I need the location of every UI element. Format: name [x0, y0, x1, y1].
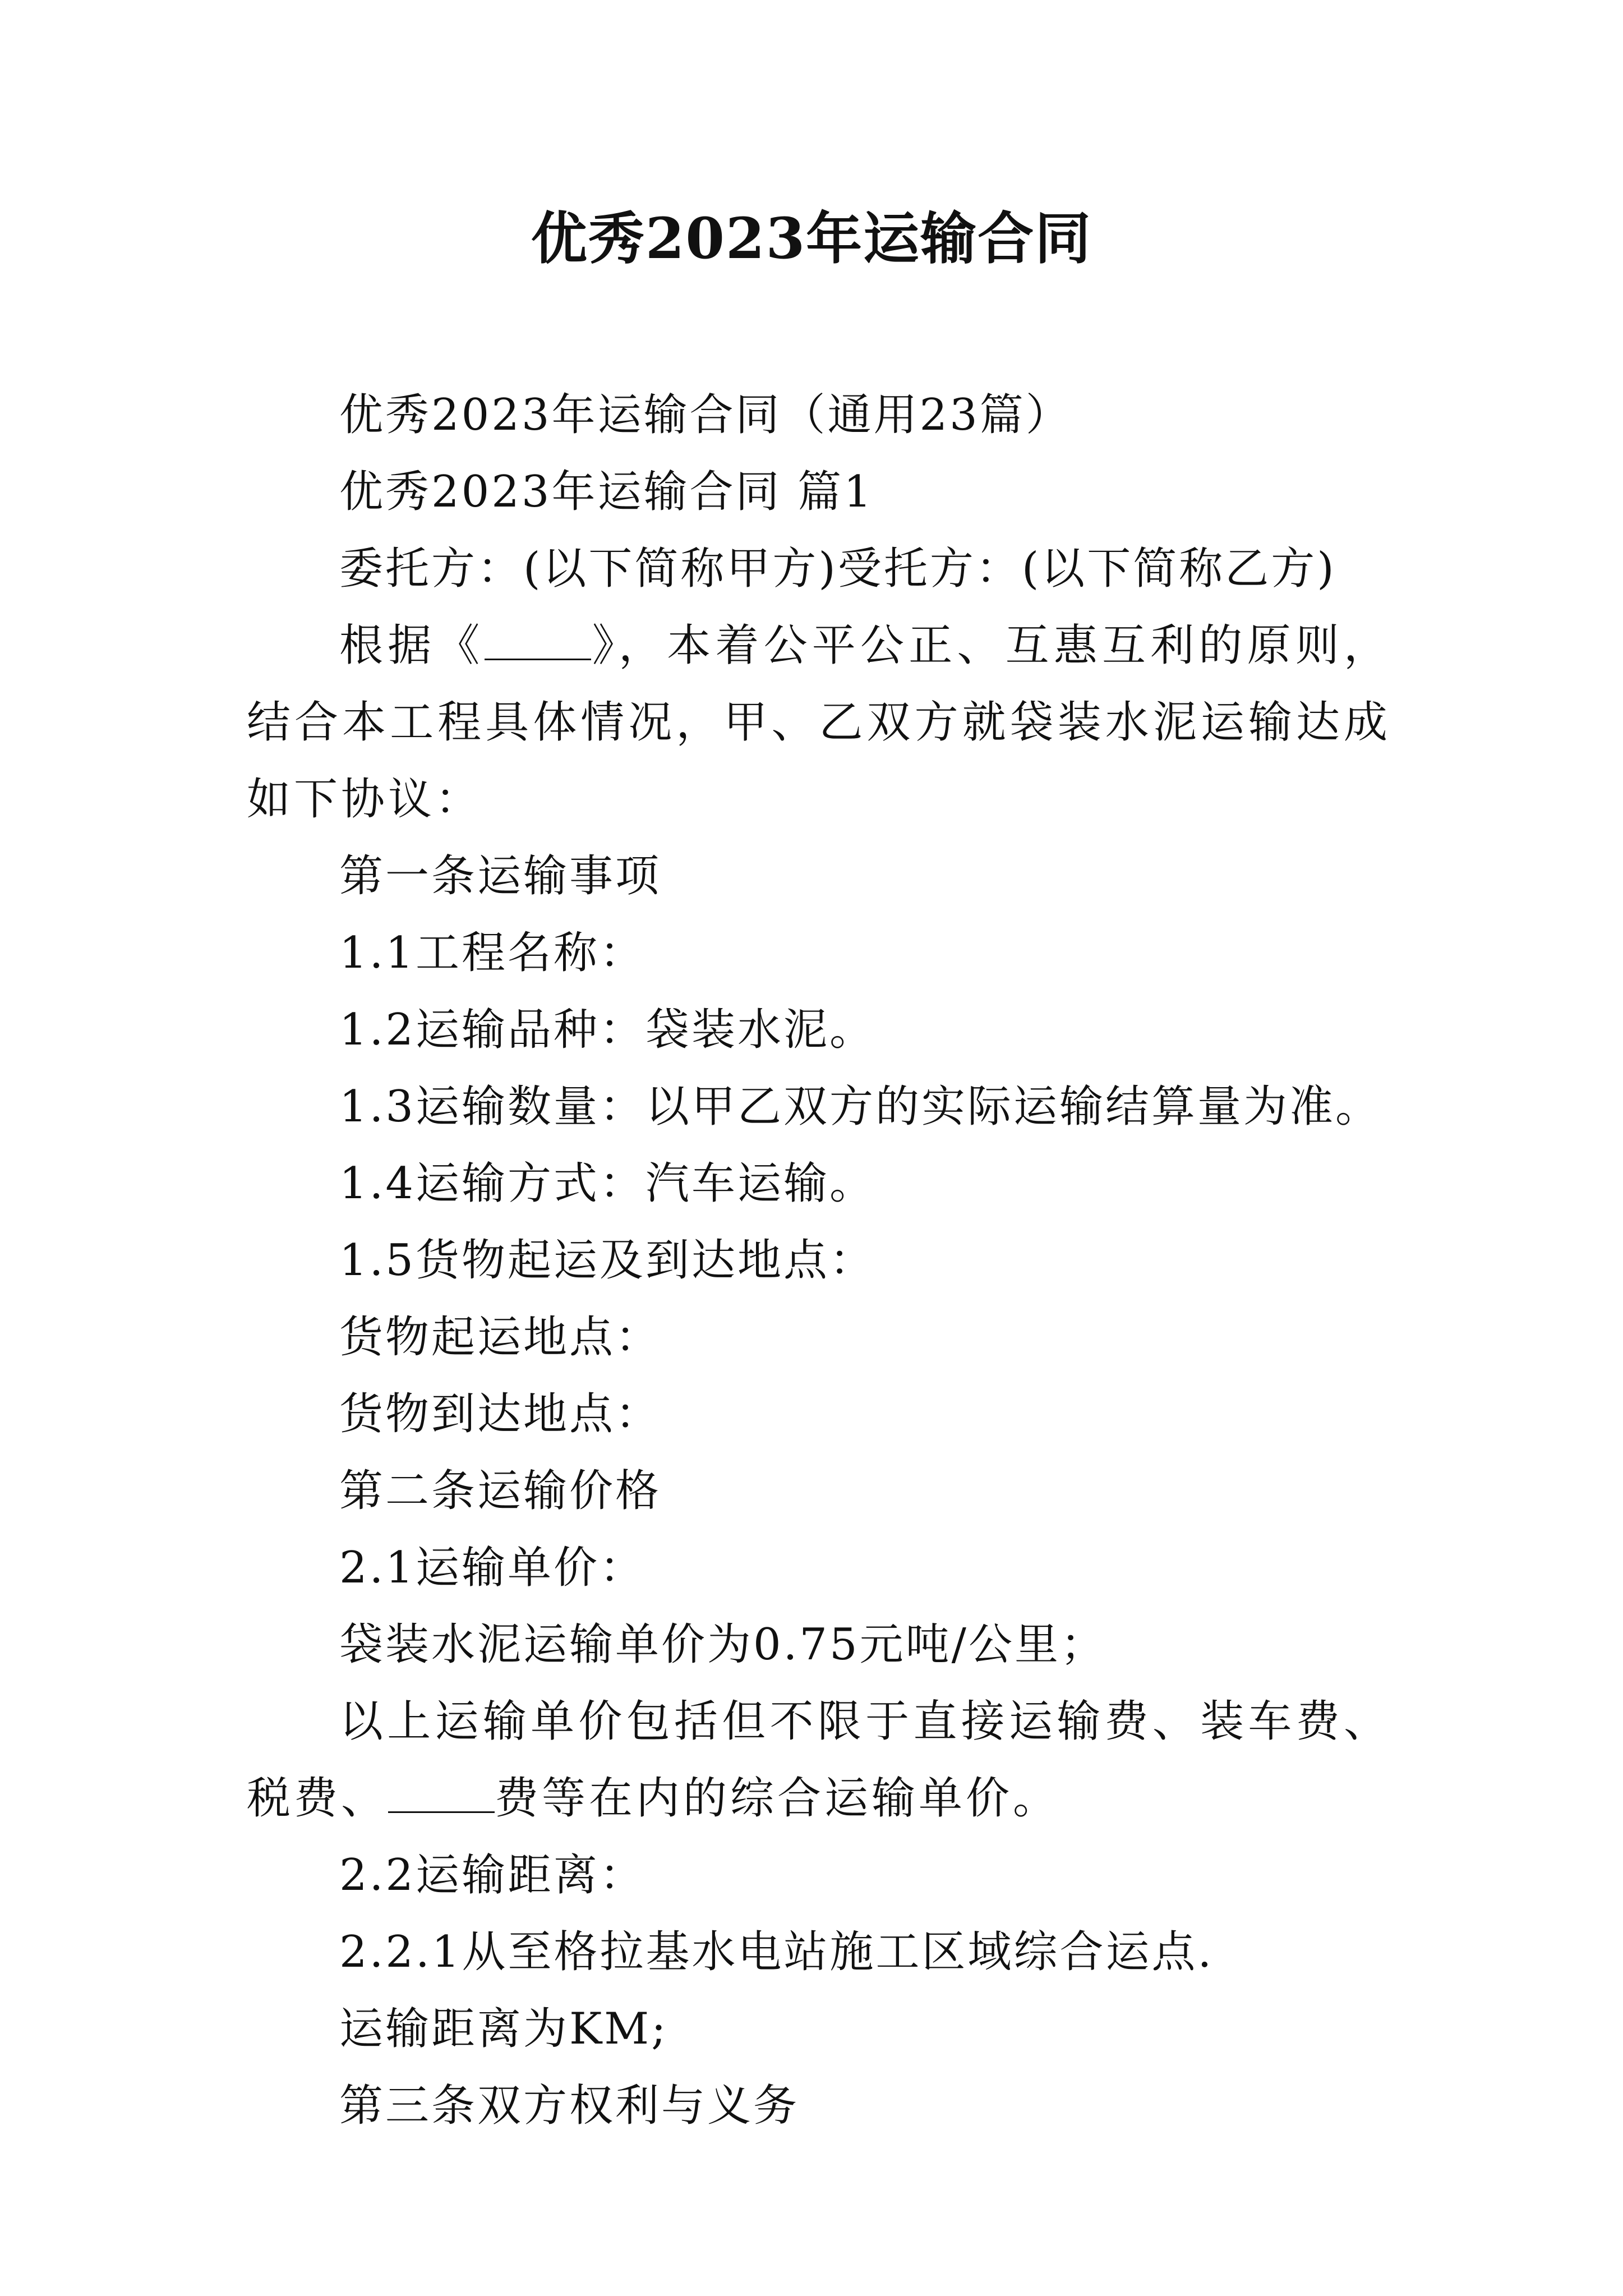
item-2-2-1: 2.2.1从至格拉基水电站施工区域综合运点.: [339, 1927, 1214, 1977]
price-includes-start: 以上运输单价包括但不限于直接运输费、装车费、税费、: [247, 1696, 1391, 1824]
item-1-3: 1.3运输数量：以甲乙双方的实际运输结算量为准。: [339, 1082, 1382, 1132]
unit-price-line: 袋装水泥运输单价为0.75元吨/公里；: [339, 1619, 1106, 1670]
document-body: [247, 377, 1391, 2145]
parties-paragraph: 委托方：(以下简称甲方)受托方：(以下简称乙方): [339, 544, 1336, 594]
price-includes-end: 费等在内的综合运输单价。: [495, 1773, 1061, 1824]
section-3-title: 第三条双方权利与义务: [339, 2081, 800, 2131]
basis-intro-start: 根据《: [339, 620, 485, 671]
price-includes-paragraph: [247, 1683, 1391, 1837]
section-2-title: 第二条运输价格: [339, 1466, 662, 1516]
item-1-5: 1.5货物起运及到达地点：: [339, 1235, 876, 1286]
blank-line: [388, 1772, 495, 1813]
item-1-4: 1.4运输方式：汽车运输。: [339, 1158, 876, 1209]
article-heading: 优秀2023年运输合同 篇1: [339, 467, 874, 517]
item-1-2: 1.2运输品种：袋装水泥。: [339, 1005, 876, 1055]
distance-line: 运输距离为KM;: [339, 2004, 668, 2054]
subtitle-paragraph: 优秀2023年运输合同（通用23篇）: [339, 390, 1072, 440]
origin-line: 货物起运地点：: [339, 1312, 662, 1363]
destination-line: 货物到达地点：: [339, 1389, 662, 1439]
blank-line: [485, 619, 591, 660]
section-1-title: 第一条运输事项: [339, 851, 662, 901]
item-2-2: 2.2运输距离：: [339, 1850, 646, 1901]
basis-intro-end: 》，本着公平公正、互惠互利的原则，结合本工程具体情况，甲、乙双方就袋装水泥运输达成如下协议：: [247, 620, 1391, 825]
basis-paragraph: [247, 608, 1391, 838]
item-2-1: 2.1运输单价：: [339, 1543, 646, 1593]
document-title: 优秀2023年运输合同: [531, 205, 1092, 272]
item-1-1: 1.1工程名称：: [339, 928, 646, 978]
